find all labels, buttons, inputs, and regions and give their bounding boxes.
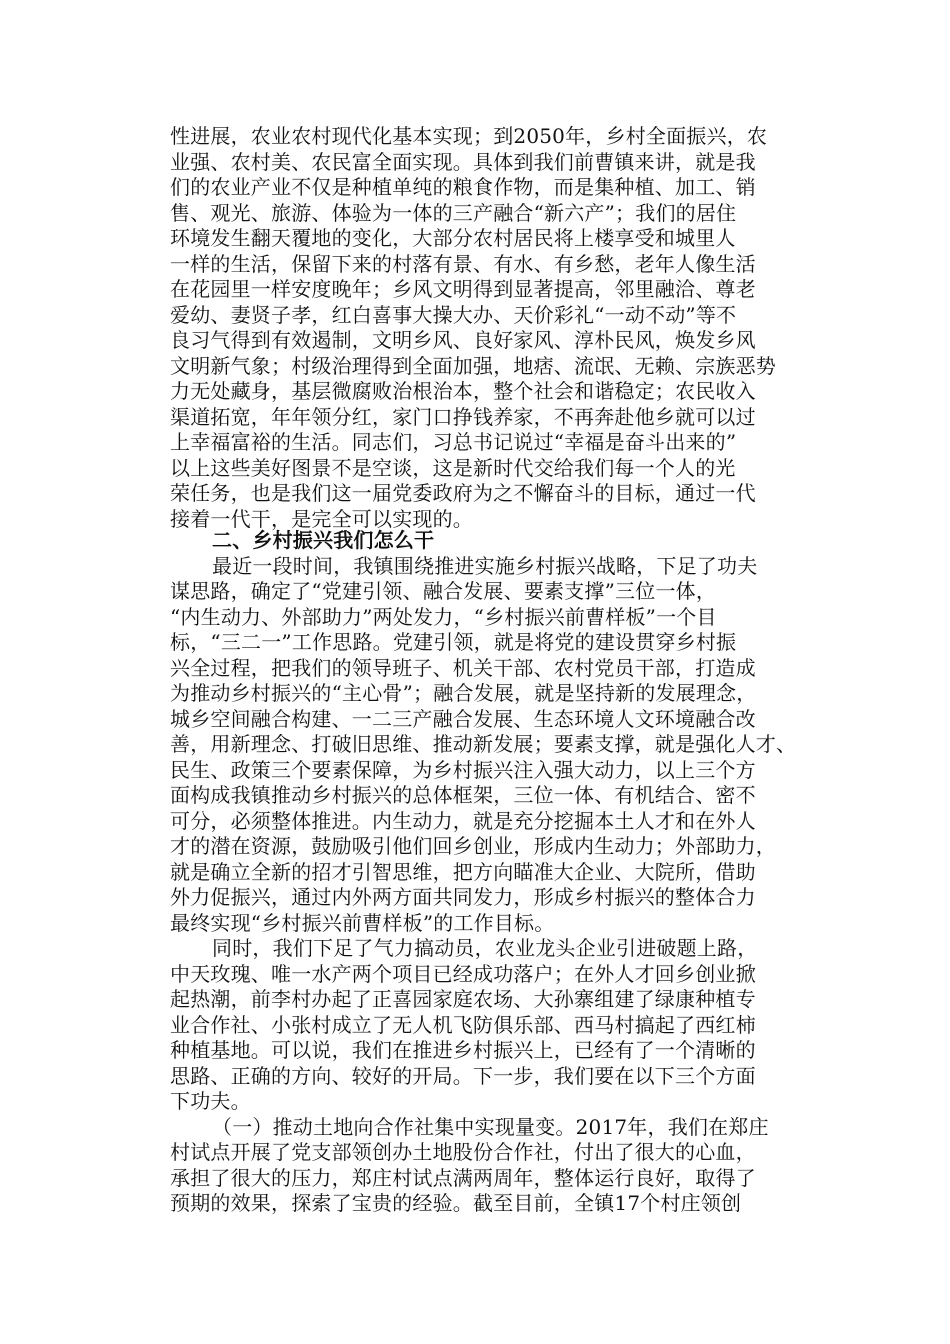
text-line: 业强、农村美、农民富全面实现。具体到我们前曹镇来讲，就是我 (170, 149, 756, 174)
text-line: 们的农业产业不仅是种植单纯的粮食作物，而是集种植、加工、销 (170, 175, 756, 199)
section-how (170, 528, 797, 1217)
text-line: 标，“三二一”工作思路。党建引领，就是将党的建设贯穿乡村振 (170, 630, 737, 654)
text-line: 文明新气象；村级治理得到全面加强，地痞、流氓、无赖、宗族恶势 (170, 353, 776, 378)
text-line: 环境发生翻天覆地的变化，大部分农村居民将上楼享受和城里人 (170, 226, 736, 250)
text-line: 兴全过程，把我们的领导班子、机关干部、农村党员干部，打造成 (170, 655, 756, 680)
text-line: 一样的生活，保留下来的村落有景、有水、有乡愁，老年人像生活 (170, 251, 756, 276)
paragraph-progress (170, 936, 782, 1115)
text-line: 中天玫瑰、唯一水产两个项目已经成功落户；在外人才回乡创业掀 (170, 961, 756, 986)
text-line: 种植基地。可以说，我们在推进乡村振兴上，已经有了一个清晰的 (170, 1038, 756, 1062)
text-line: （一）推动土地向合作社集中实现量变。2017年，我们在郑庄 (212, 1114, 769, 1139)
text-line: 面构成我镇推动乡村振兴的总体框架，三位一体、有机结合、密不 (170, 783, 756, 807)
paragraph-strategy (170, 553, 797, 937)
text-line: 爱幼、妻贤子孝，红白喜事大操大办、天价彩礼“一动不动”等不 (170, 302, 737, 327)
text-line: 村试点开展了党支部领创办土地股份合作社，付出了很大的心血， (170, 1140, 756, 1164)
text-line: 为推动乡村振兴的“主心骨”；融合发展，就是坚持新的发展理念， (170, 681, 757, 705)
text-line: “内生动力、外部助力”两处发力，“乡村振兴前曹样板”一个目 (170, 604, 717, 629)
text-line: 预期的效果，探索了宝贵的经验。截至目前，全镇17个村庄领创 (170, 1191, 742, 1215)
text-line: 接着一代干，是完全可以实现的。 (170, 506, 473, 531)
text-line: 城乡空间融合构建、一二三产融合发展、生态环境人文环境融合改 (170, 706, 756, 731)
section-heading: 二、乡村振兴我们怎么干 (212, 528, 435, 552)
text-line: 最终实现“乡村振兴前曹样板”的工作目标。 (170, 910, 555, 935)
text-line: 起热潮，前李村办起了正喜园家庭农场、大孙寨组建了绿康种植专 (170, 987, 756, 1011)
text-line: 才的潜在资源，鼓励吸引他们回乡创业，形成内生动力；外部助力， (170, 834, 776, 858)
text-line: 善，用新理念、打破旧思维、推动新发展；要素支撑，就是强化人才、 (170, 732, 797, 756)
text-line: 可分，必须整体推进。内生动力，就是充分挖掘本土人才和在外人 (170, 808, 756, 833)
text-line: 性进展，农业农村现代化基本实现；到2050年，乡村全面振兴，农 (170, 124, 768, 148)
paragraph-land-cooperative (170, 1115, 782, 1217)
text-line: 就是确立全新的招才引智思维，把方向瞄准大企业、大院所，借助 (170, 859, 756, 884)
text-line: 思路、正确的方向、较好的开局。下一步，我们要在以下三个方面 (170, 1063, 756, 1088)
text-line: 售、观光、旅游、体验为一体的三产融合“新六产”；我们的居住 (170, 200, 737, 225)
text-line: 外力促振兴，通过内外两方面共同发力，形成乡村振兴的整体合力 (170, 885, 756, 909)
text-line: 力无处藏身，基层微腐败治根治本，整个社会和谐稳定；农民收入 (170, 379, 756, 403)
text-line: 业合作社、小张村成立了无人机飞防俱乐部、西马村搞起了西红柿 (170, 1012, 756, 1037)
paragraph-vision (170, 124, 782, 532)
text-line: 下功夫。 (170, 1089, 251, 1113)
text-line: 上幸福富裕的生活。同志们，习总书记说过“幸福是奋斗出来的” (170, 430, 737, 454)
text-line: 在花园里一样安度晚年；乡风文明得到显著提高，邻里融洽、尊老 (170, 277, 756, 301)
text-line: 良习气得到有效遏制，文明乡风、良好家风、淳朴民风，焕发乡风 (170, 328, 756, 352)
text-line: 以上这些美好图景不是空谈，这是新时代交给我们每一个人的光 (170, 455, 736, 480)
text-line: 最近一段时间，我镇围绕推进实施乡村振兴战略，下足了功夫 (212, 553, 758, 578)
text-line: 同时，我们下足了气力搞动员，农业龙头企业引进破题上路， (212, 936, 758, 960)
text-line: 谋思路，确定了“党建引领、融合发展、要素支撑”三位一体， (170, 579, 717, 603)
text-line: 荣任务，也是我们这一届党委政府为之不懈奋斗的目标，通过一代 (170, 481, 756, 505)
text-line: 渠道拓宽，年年领分红，家门口挣钱养家，不再奔赴他乡就可以过 (170, 404, 756, 429)
text-line: 承担了很大的压力，郑庄村试点满两周年，整体运行良好，取得了 (170, 1165, 756, 1190)
text-line: 民生、政策三个要素保障，为乡村振兴注入强大动力，以上三个方 (170, 757, 756, 782)
